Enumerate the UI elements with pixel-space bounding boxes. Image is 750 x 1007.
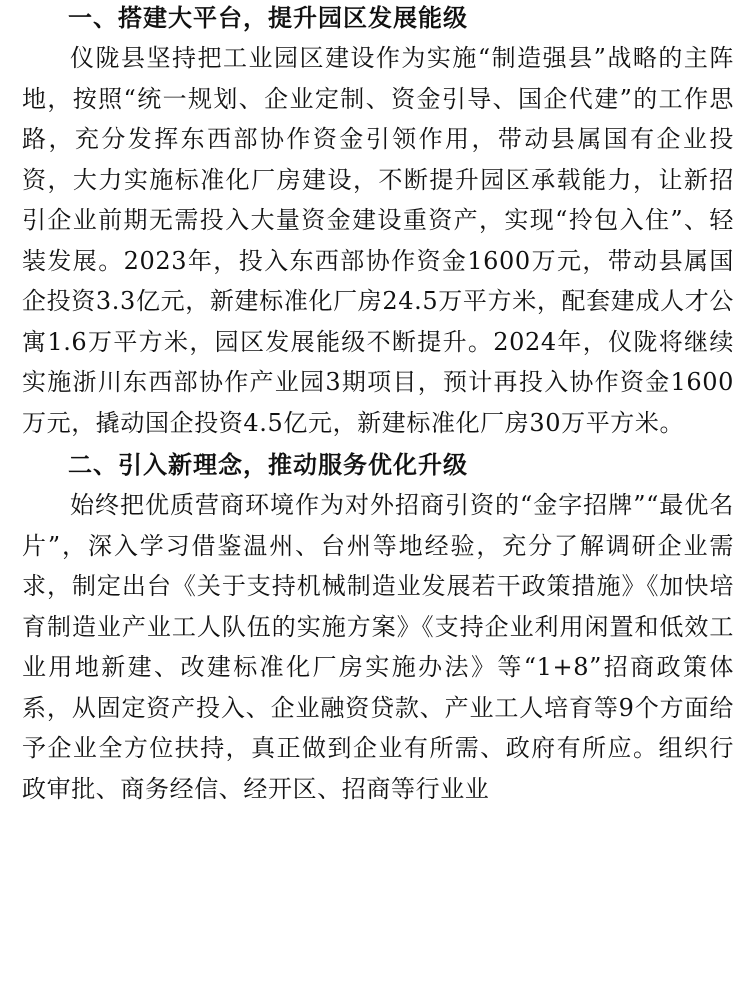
section-heading-2: 二、引入新理念，推动服务优化升级 — [68, 451, 468, 479]
section-paragraph-2: 始终把优质营商环境作为对外招商引资的“金字招牌”“最优名片”，深入学习借鉴温州、台州等地经验，充分了解调研企业需求，制定出台《关于支持机械制造业发展若干政策措施》《加快培育制造业产业工人队伍的实施方案》《支持企业利用闲置和低效工业用地新建、改建标准化厂房实施办法》等“1+8”招商政策体系，从固定资产投入、企业融资贷款、产业工人培育等9个方面给予企业全方位扶持，真正做到企业有所需、政府有所应。组织行政审批、商务经信、经开区、招商等行业业 — [22, 491, 734, 803]
section-heading-1: 一、搭建大平台，提升园区发展能级 — [68, 4, 468, 32]
section-paragraph-1: 仪陇县坚持把工业园区建设作为实施“制造强县”战略的主阵地，按照“统一规划、企业定制、资金引导、国企代建”的工作思路，充分发挥东西部协作资金引领作用，带动县属国有企业投资，大力实施标准化厂房建设，不断提升园区承载能力，让新招引企业前期无需投入大量资金建设重资产，实现“拎包入住”、轻装发展。2023年，投入东西部协作资金1600万元，带动县属国企投资3.3亿元，新建标准化厂房24.5万平方米，配套建成人才公寓1.6万平方米，园区发展能级不断提升。2024年，仪陇将继续实施浙川东西部协作产业园3期项目，预计再投入协作资金1600万元，撬动国企投资4.5亿元，新建标准化厂房30万平方米。 — [22, 44, 734, 437]
document-page — [22, 0, 734, 809]
